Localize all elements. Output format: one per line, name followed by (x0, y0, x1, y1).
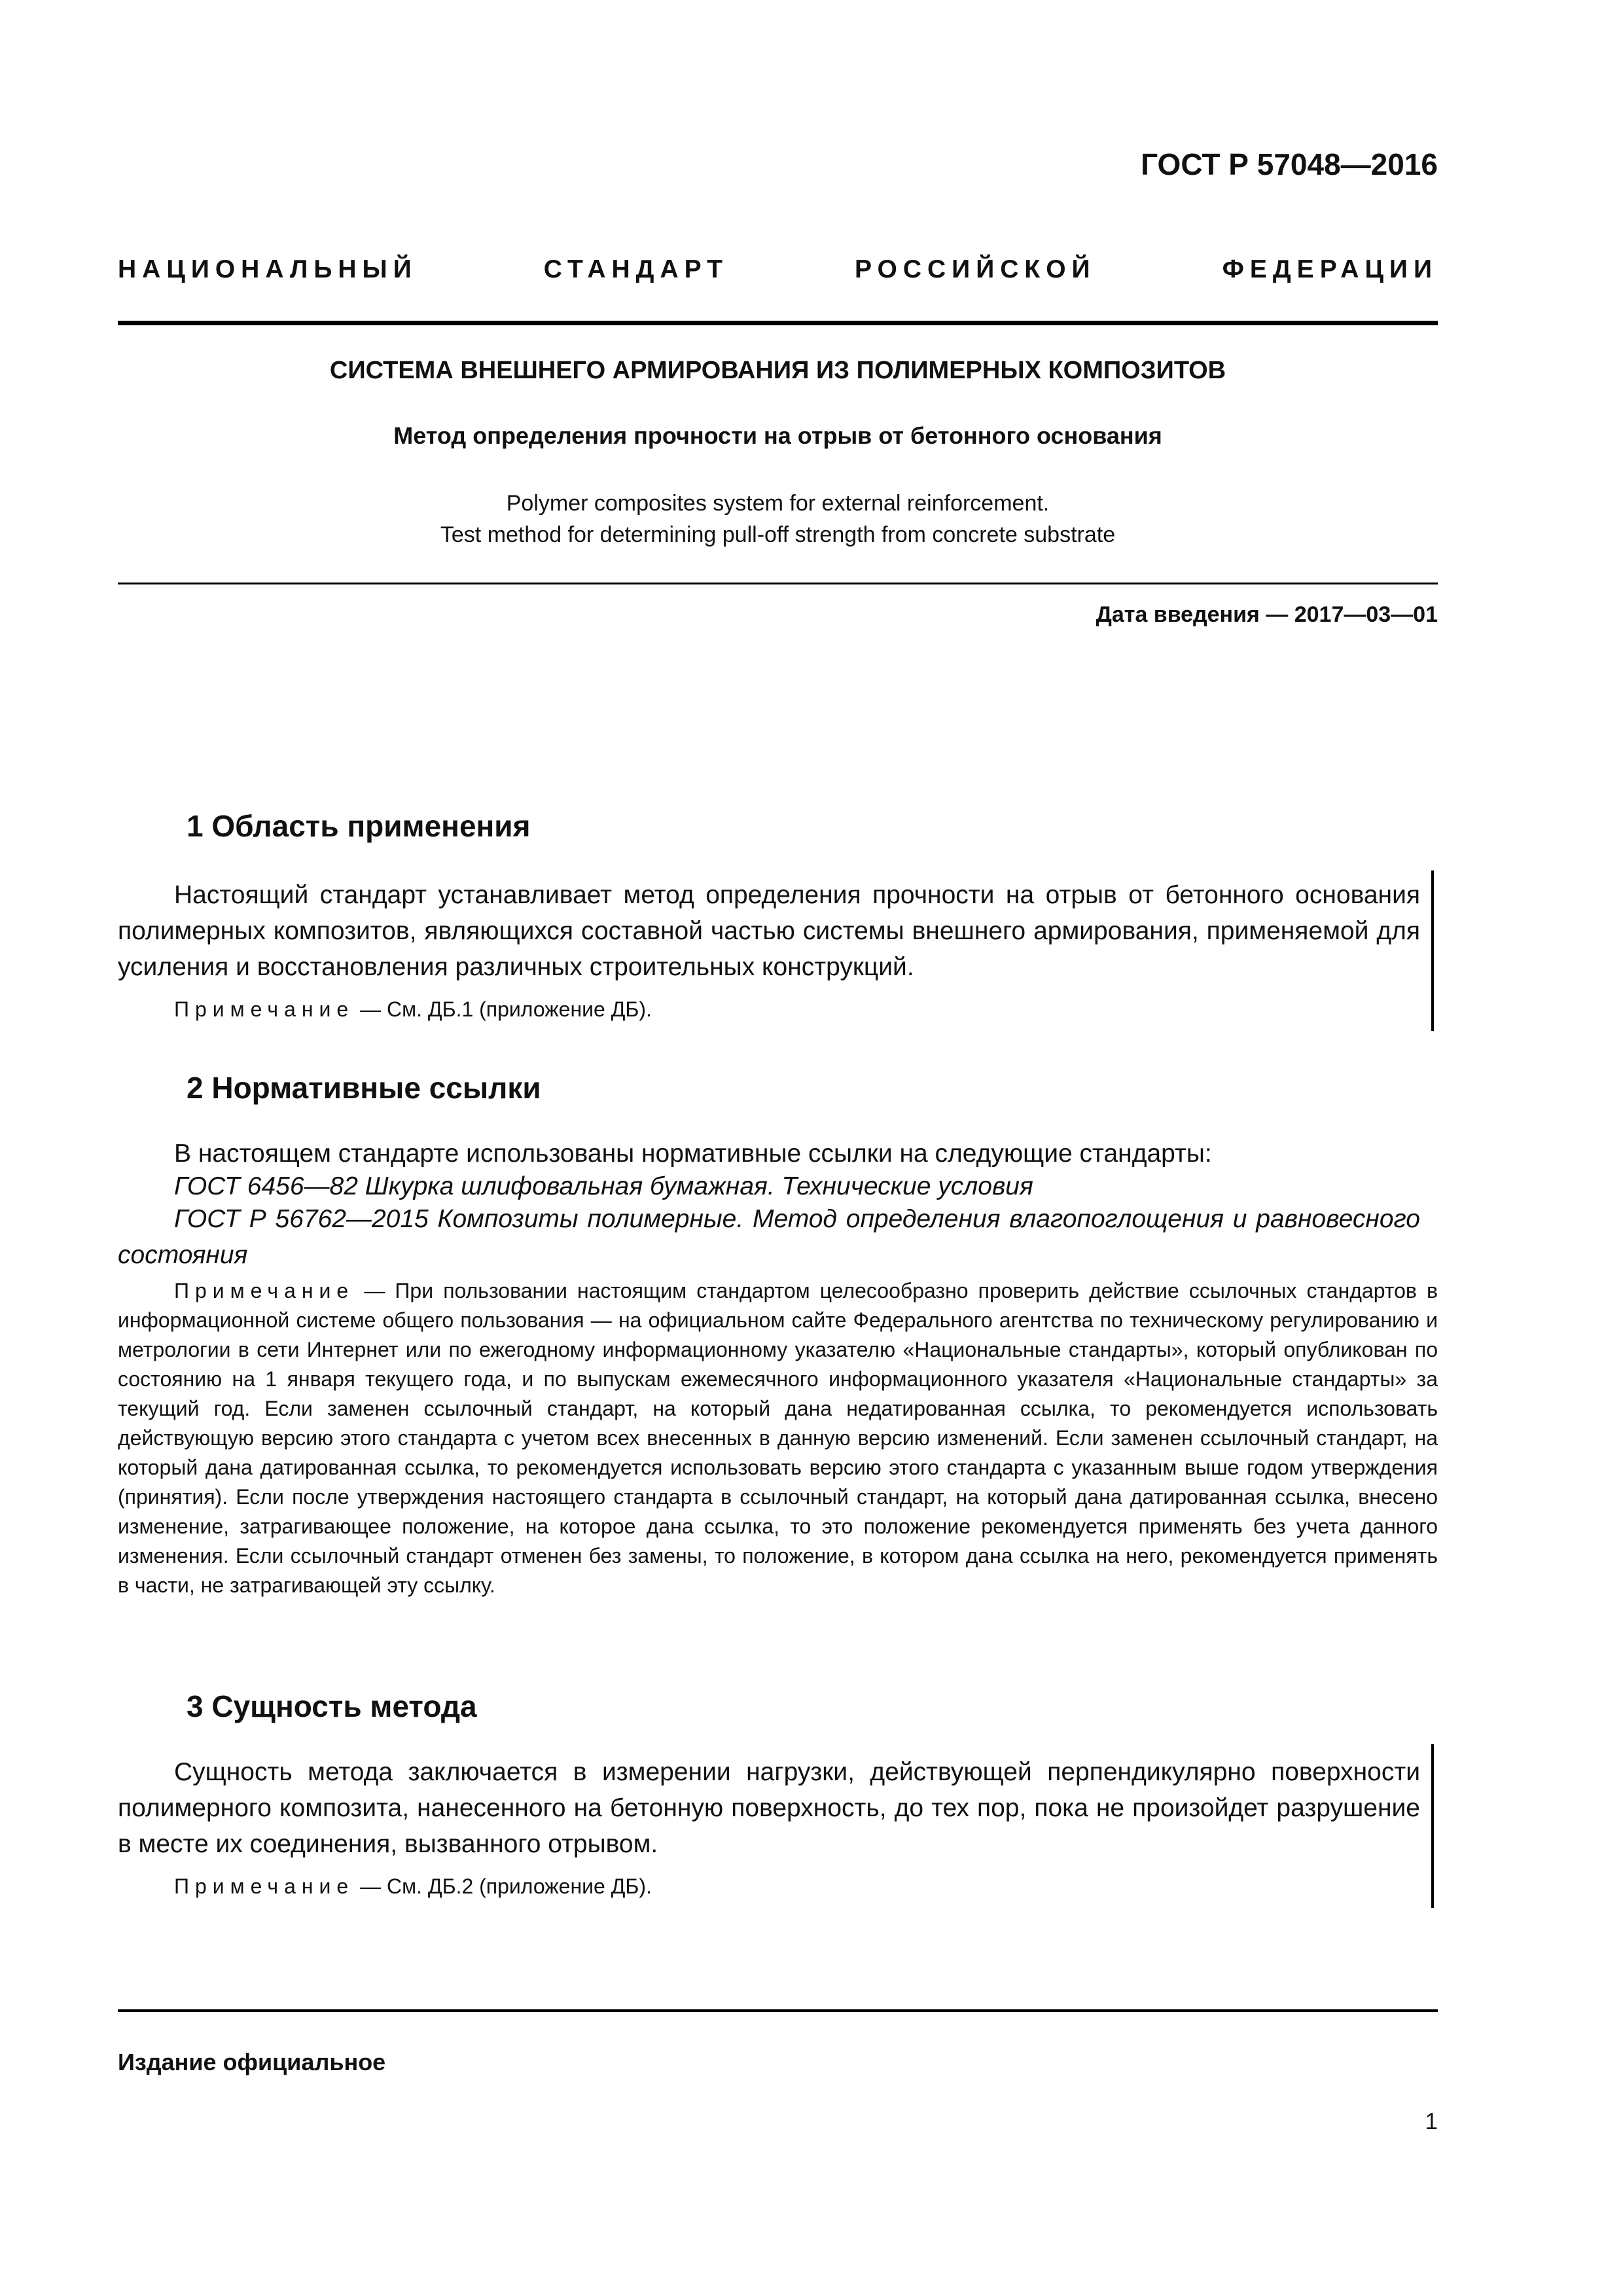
document-title: СИСТЕМА ВНЕШНЕГО АРМИРОВАНИЯ ИЗ ПОЛИМЕРНЫХ КОМПОЗИТОВ (329, 357, 1226, 384)
national-standard-title (118, 255, 1438, 284)
document-subtitle: Метод определения прочности на отрыв от бетонного основания (393, 422, 1162, 449)
note-label: Примечание (174, 1874, 355, 1898)
national-word-2: СТАНДАРТ (543, 255, 728, 283)
footer-rule (118, 2009, 1438, 2012)
national-word-4: ФЕДЕРАЦИИ (1222, 255, 1438, 283)
note-label: Примечание (174, 997, 355, 1021)
introduction-date: Дата введения — 2017—03—01 (1096, 602, 1438, 627)
reference-gost-56762: ГОСТ Р 56762—2015 Композиты полимерные. Метод определения влагопоглощения и равновесного состояния (118, 1205, 1420, 1269)
national-word-3: РОССИЙСКОЙ (855, 255, 1096, 283)
page-number: 1 (1425, 2109, 1438, 2134)
english-title (118, 488, 1438, 550)
header-rule-thick (118, 321, 1438, 325)
title-rule (118, 583, 1438, 584)
section-1-note (174, 995, 1437, 1024)
section-3-heading: 3 Сущность метода (187, 1689, 477, 1723)
section-1-heading: 1 Область применения (187, 809, 531, 843)
national-word-1: НАЦИОНАЛЬНЫЙ (118, 255, 418, 283)
note-text: — См. ДБ.2 (приложение ДБ). (354, 1874, 652, 1898)
gost-number: ГОСТ Р 57048—2016 (1141, 147, 1438, 181)
english-title-line-2: Test method for determining pull-off strength from concrete substrate (440, 522, 1116, 547)
english-title-line-1: Polymer composites system for external reinforcement. (506, 491, 1050, 516)
note-text: — При пользовании настоящим стандартом целесообразно проверить действие ссылочных стандартов в информационной системе общего пользования — на официальном сайте Федерального агентства по техническому регулированию и метрологии в сети Интернет или по ежегодному информационному указателю «Национальные стандарты», который опубликован по состоянию на 1 января текущего года, и по выпускам ежемесячного информационного указателя «Национальные стандарты» за текущий год. Если заменен ссылочный стандарт, на который дана недатированная ссылка, то рекомендуется использовать действующую версию этого стандарта с учетом всех внесенных в данную версию изменений. Если заменен ссылочный стандарт, на который дана датированная ссылка, то рекомендуется использовать версию этого стандарта с указанным выше годом утверждения (принятия). Если после утверждения настоящего стандарта в ссылочный стандарт, на который дана датированная ссылка, внесено изменение, затрагивающее положение, на которое дана ссылка, то это положение рекомендуется применять без учета данного изменения. Если ссылочный стандарт отменен без замены, то положение, в котором дана ссылка на него, рекомендуется применять в части, не затрагивающей эту ссылку. (118, 1279, 1438, 1597)
note-text: — См. ДБ.1 (приложение ДБ). (354, 997, 652, 1021)
section-2-heading: 2 Нормативные ссылки (187, 1071, 541, 1105)
reference-gost-6456: ГОСТ 6456—82 Шкурка шлифовальная бумажная. Технические условия (174, 1172, 1033, 1200)
section-2-note (118, 1276, 1438, 1600)
section-3-text: Сущность метода заключается в измерении нагрузки, действующей перпендикулярно поверхности полимерного композита, нанесенного на бетонную поверхность, до тех пор, пока не произойдет разрушение в месте их соединения, вызванного отрывом. (118, 1758, 1420, 1858)
change-bar-3 (1431, 1744, 1434, 1908)
change-bar-1 (1431, 870, 1434, 1031)
note-label: Примечание (174, 1279, 355, 1302)
section-3-note (174, 1872, 1437, 1901)
section-2-intro: В настоящем стандарте использованы нормативные ссылки на следующие стандарты: (174, 1139, 1212, 1168)
official-edition-label: Издание официальное (118, 2049, 386, 2075)
section-1-text: Настоящий стандарт устанавливает метод определения прочности на отрыв от бетонного основания полимерных композитов, являющихся составной частью системы внешнего армирования, применяемой для усиления и восстановления различных строительных конструкций. (118, 881, 1420, 981)
